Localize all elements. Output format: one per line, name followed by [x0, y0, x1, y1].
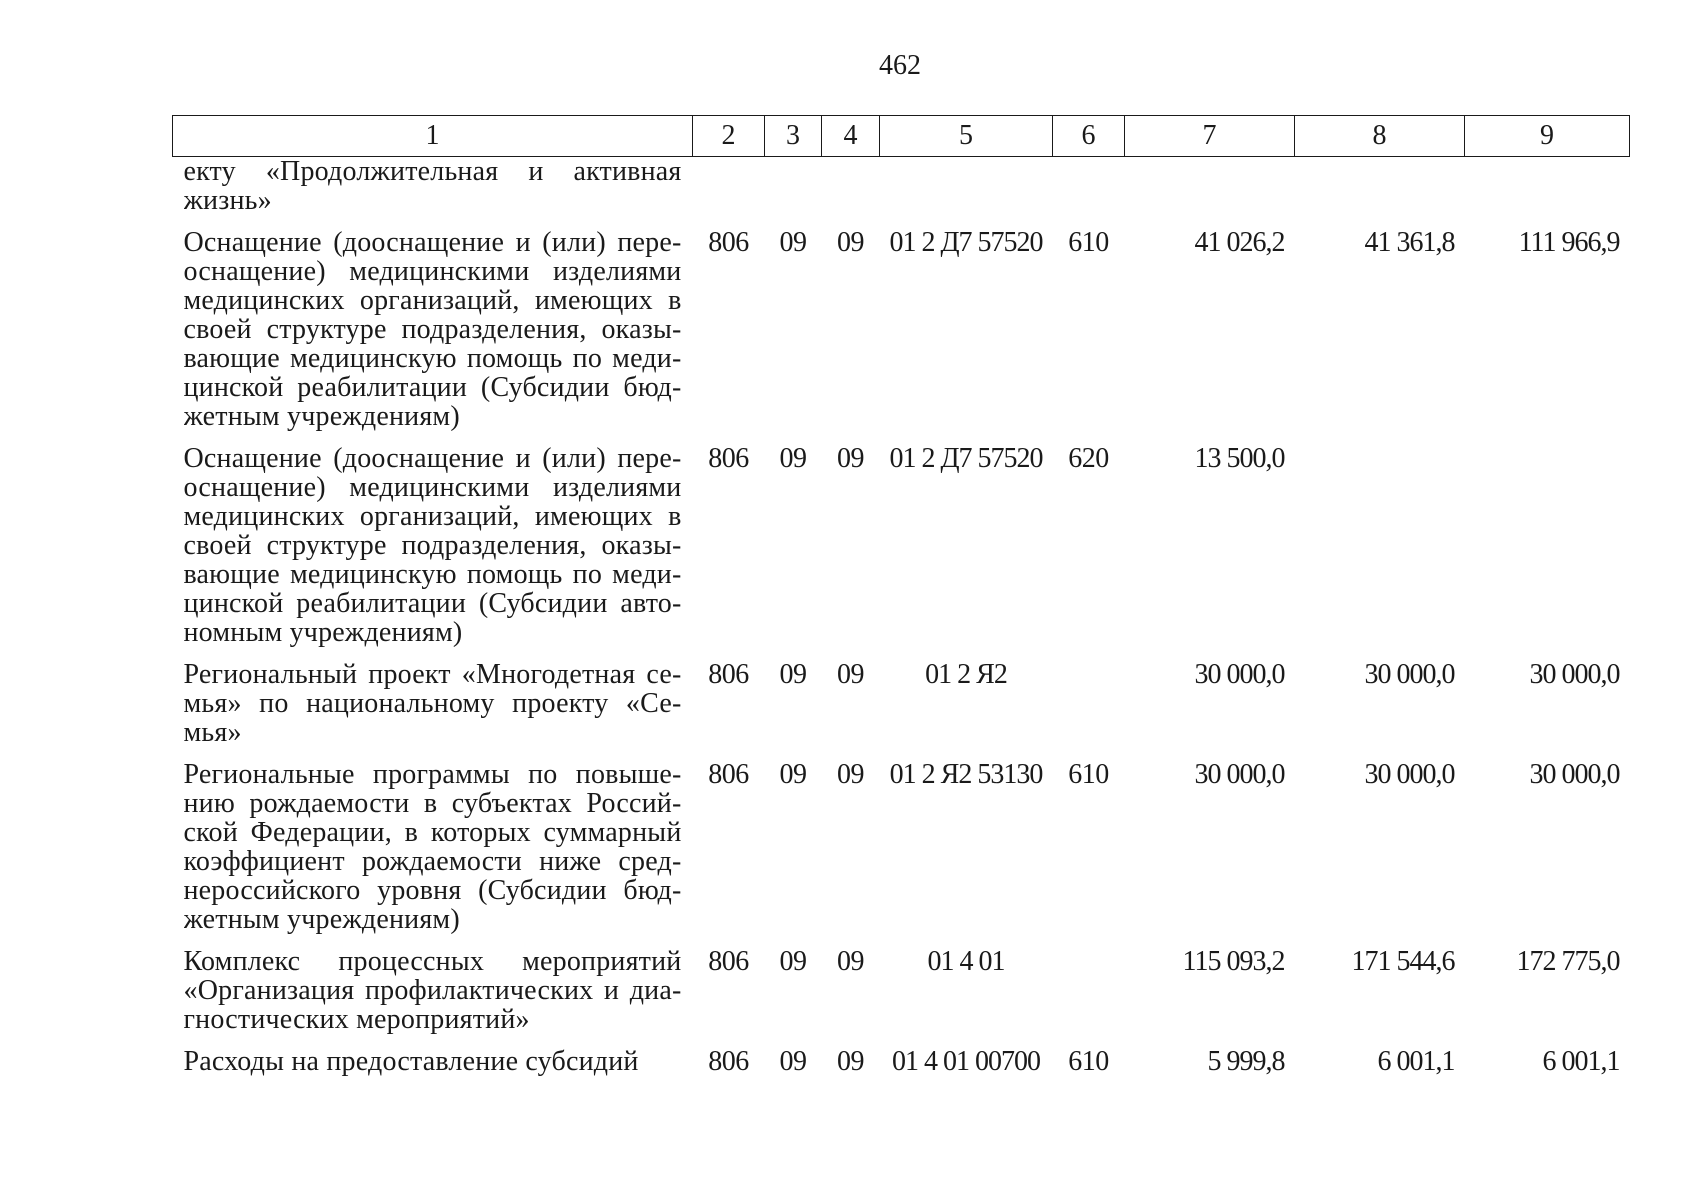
row-name-line: екту «Продолжительная и активная: [183, 157, 682, 186]
row-name-line: нию рождаемости в субъектах Россий-: [183, 789, 682, 818]
admin-code-cell: 806: [708, 946, 749, 977]
row-name-line: вающие медицинскую помощь по меди-: [183, 560, 682, 589]
subsection-cell: 09: [837, 659, 864, 690]
row-name-cell: [173, 1047, 693, 1089]
subsection-cell: 09: [837, 946, 864, 977]
amount-year3-cell: 111 966,9: [1518, 227, 1620, 258]
target-article-cell: 01 2 Я2: [925, 659, 1007, 690]
target-article-cell: 01 2 Д7 57520: [889, 227, 1043, 258]
amount-year2-cell: 30 000,0: [1364, 659, 1455, 690]
column-header-7: 7: [1125, 116, 1295, 157]
subsection-cell: 09: [837, 1046, 864, 1077]
row-name-line: Расходы на предоставление субсидий: [183, 1047, 639, 1076]
amount-year2-cell: 41 361,8: [1364, 227, 1455, 258]
expense-type-cell: [1053, 947, 1125, 1047]
amount-year1-cell: 13 500,0: [1194, 443, 1285, 474]
target-article-cell: 01 4 01 00700: [892, 1046, 1040, 1077]
row-name-line: Оснащение (дооснащение и (или) пере-: [183, 444, 682, 473]
row-name-line: коэффициент рождаемости ниже сред-: [183, 847, 682, 876]
row-name-line: оснащение) медицинскими изделиями: [183, 473, 682, 502]
row-name-line: нероссийского уровня (Субсидии бюд-: [183, 876, 682, 905]
section-cell: 09: [779, 227, 807, 258]
row-name-line: Региональные программы по повыше-: [183, 760, 682, 789]
row-name-line: жизнь»: [183, 186, 272, 215]
section-cell: 09: [779, 946, 807, 977]
amount-year1-cell: 115 093,2: [1182, 946, 1285, 977]
section-cell: 09: [779, 1046, 807, 1077]
section-cell: [765, 157, 822, 229]
row-name-line: своей структуре подразделения, оказы-: [183, 531, 682, 560]
row-name-line: мья» по национальному проекту «Се-: [183, 689, 682, 718]
amount-year3-cell: 30 000,0: [1529, 659, 1620, 690]
table-row: [173, 444, 1630, 660]
row-name-line: медицинских организаций, имеющих в: [183, 286, 682, 315]
expense-type-cell: 610: [1068, 227, 1109, 258]
row-name-cell: [173, 157, 693, 229]
column-header-6: 6: [1053, 116, 1125, 157]
amount-year3-cell: [1465, 444, 1630, 660]
header-row: [173, 116, 1630, 157]
row-name-line: Оснащение (дооснащение и (или) пере-: [183, 228, 682, 257]
subsection-cell: 09: [837, 759, 864, 790]
admin-code-cell: 806: [708, 1046, 749, 1077]
column-header-4: 4: [822, 116, 880, 157]
table-header: [173, 116, 1630, 157]
table-row: [173, 1047, 1630, 1089]
target-article-cell: 01 2 Я2 53130: [889, 759, 1043, 790]
target-article-cell: 01 2 Д7 57520: [889, 443, 1043, 474]
page-number: 462: [879, 50, 921, 81]
admin-code-cell: 806: [708, 227, 749, 258]
amount-year1-cell: 30 000,0: [1194, 659, 1285, 690]
row-name-line: жетным учреждениям): [183, 905, 460, 934]
amount-year2-cell: 171 544,6: [1351, 946, 1455, 977]
row-name-cell: [173, 228, 693, 444]
column-header-2: 2: [693, 116, 765, 157]
amount-year3-cell: 30 000,0: [1529, 759, 1620, 790]
subsection-cell: 09: [837, 443, 864, 474]
target-article-cell: 01 4 01: [927, 946, 1005, 977]
row-name-line: ской Федерации, в которых суммарный: [183, 818, 682, 847]
column-header-5: 5: [880, 116, 1053, 157]
table-row: [173, 947, 1630, 1047]
expense-type-cell: 610: [1068, 759, 1109, 790]
section-cell: 09: [779, 443, 807, 474]
expense-type-cell: 620: [1068, 443, 1109, 474]
column-header-9: 9: [1465, 116, 1630, 157]
amount-year2-cell: [1295, 444, 1465, 660]
expense-type-cell: [1053, 157, 1125, 229]
row-name-cell: [173, 660, 693, 760]
row-name-line: вающие медицинскую помощь по меди-: [183, 344, 682, 373]
amount-year3-cell: 6 001,1: [1542, 1046, 1620, 1077]
subsection-cell: 09: [837, 227, 864, 258]
column-header-3: 3: [765, 116, 822, 157]
amount-year2-cell: [1295, 157, 1465, 229]
subsection-cell: [822, 157, 880, 229]
table-row: [173, 157, 1630, 229]
row-name-cell: [173, 947, 693, 1047]
row-name-line: своей структуре подразделения, оказы-: [183, 315, 682, 344]
table-row: [173, 760, 1630, 947]
expense-type-cell: [1053, 660, 1125, 760]
row-name-line: цинской реабилитации (Субсидии бюд-: [183, 373, 682, 402]
row-name-line: цинской реабилитации (Субсидии авто-: [183, 589, 682, 618]
amount-year2-cell: 6 001,1: [1377, 1046, 1455, 1077]
amount-year2-cell: 30 000,0: [1364, 759, 1455, 790]
admin-code-cell: 806: [708, 443, 749, 474]
column-header-8: 8: [1295, 116, 1465, 157]
target-article-cell: [880, 157, 1053, 229]
amount-year3-cell: 172 775,0: [1516, 946, 1620, 977]
amount-year1-cell: 30 000,0: [1194, 759, 1285, 790]
admin-code-cell: [693, 157, 765, 229]
row-name-line: Региональный проект «Многодетная се-: [183, 660, 682, 689]
row-name-line: медицинских организаций, имеющих в: [183, 502, 682, 531]
row-name-cell: [173, 444, 693, 660]
expense-type-cell: 610: [1068, 1046, 1109, 1077]
table-body: [173, 157, 1630, 1090]
row-name-line: гностических мероприятий»: [183, 1005, 530, 1034]
amount-year1-cell: [1125, 157, 1295, 229]
row-name-line: номным учреждениям): [183, 618, 463, 647]
amount-year1-cell: 41 026,2: [1194, 227, 1285, 258]
amount-year1-cell: 5 999,8: [1207, 1046, 1285, 1077]
row-name-cell: [173, 760, 693, 947]
admin-code-cell: 806: [708, 659, 749, 690]
row-name-line: Комплекс процессных мероприятий: [183, 947, 682, 976]
section-cell: 09: [779, 759, 807, 790]
budget-table: [172, 115, 1630, 1089]
amount-year3-cell: [1465, 157, 1630, 229]
admin-code-cell: 806: [708, 759, 749, 790]
table-row: [173, 228, 1630, 444]
table-row: [173, 660, 1630, 760]
row-name-line: мья»: [183, 718, 242, 747]
section-cell: 09: [779, 659, 807, 690]
column-header-1: 1: [173, 116, 693, 157]
row-name-line: «Организация профилактических и диа-: [183, 976, 682, 1005]
row-name-line: оснащение) медицинскими изделиями: [183, 257, 682, 286]
row-name-line: жетным учреждениям): [183, 402, 460, 431]
